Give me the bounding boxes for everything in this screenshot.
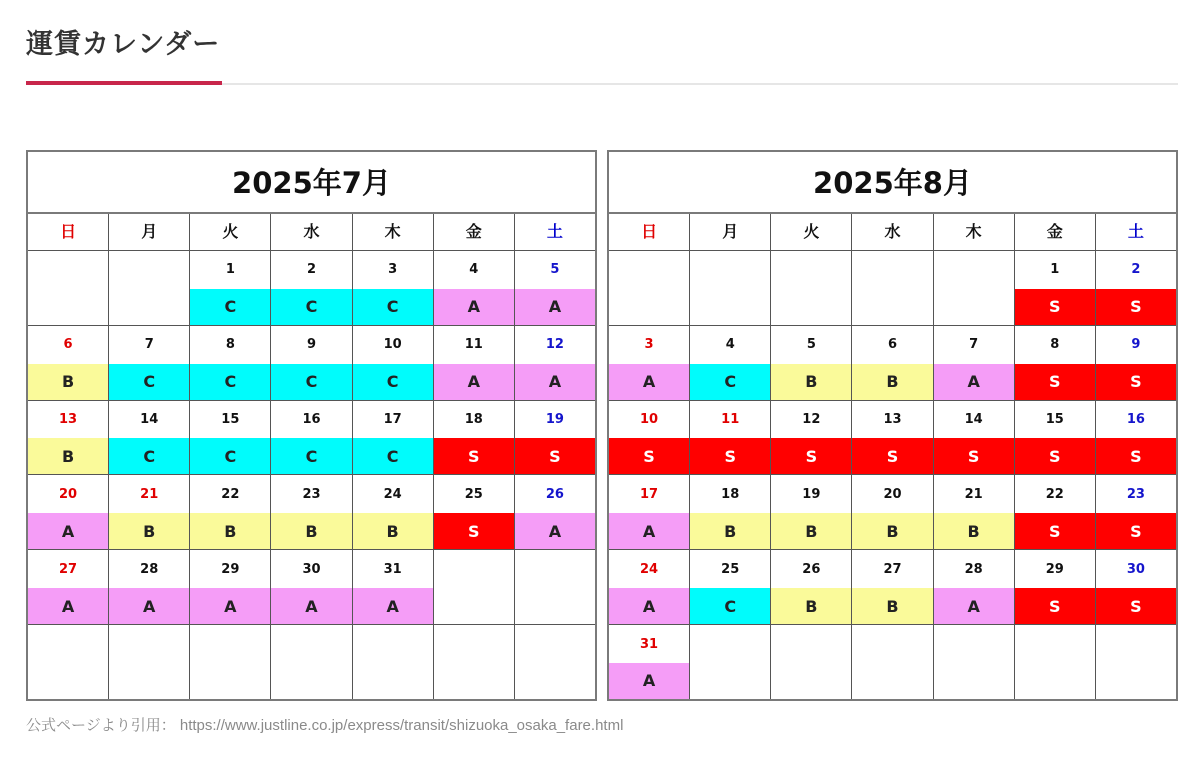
day-number: 4 <box>725 337 735 353</box>
day-number <box>515 550 595 588</box>
day-number <box>28 251 108 289</box>
calendar-week-row <box>609 550 1176 625</box>
fare-class-badge: A <box>515 513 595 549</box>
day-number: 17 <box>383 412 402 428</box>
day-number: 8 <box>1050 337 1060 353</box>
calendar-day-cell <box>28 326 109 400</box>
day-number: 6 <box>887 337 898 353</box>
fare-class-badge <box>515 588 595 624</box>
calendar-day-cell <box>109 475 190 549</box>
day-number <box>109 625 189 663</box>
day-number: 19 <box>802 486 821 502</box>
day-number: 29 <box>221 561 240 577</box>
day-number: 11 <box>721 412 740 428</box>
fare-class-badge: S <box>434 513 514 549</box>
day-number <box>434 625 514 663</box>
calendar-week-row <box>609 251 1176 326</box>
calendar-weeks <box>28 251 595 699</box>
calendar-day-cell <box>271 550 352 624</box>
calendar-day-cell <box>771 251 852 325</box>
day-number: 25 <box>464 486 483 502</box>
calendar-weeks <box>609 251 1176 699</box>
calendar-day-cell <box>1015 251 1096 325</box>
calendar-day-cell <box>771 625 852 699</box>
day-number: 5 <box>806 337 816 353</box>
fare-class-badge: C <box>690 364 770 400</box>
day-number: 26 <box>802 561 821 577</box>
weekday-sun: 日 <box>28 214 109 250</box>
day-number: 3 <box>644 337 654 353</box>
fare-class-badge <box>28 289 108 325</box>
fare-class-badge: A <box>515 364 595 400</box>
fare-class-badge <box>434 588 514 624</box>
calendar-day-cell <box>28 550 109 624</box>
fare-class-badge <box>1096 663 1176 699</box>
day-number: 28 <box>964 561 983 577</box>
fare-class-badge: A <box>609 364 689 400</box>
day-number: 1 <box>1050 262 1060 278</box>
day-number <box>771 625 851 663</box>
day-number: 29 <box>1045 561 1064 577</box>
fare-class-badge: B <box>690 513 770 549</box>
calendar-day-cell <box>271 251 352 325</box>
calendar-week-row <box>28 550 595 625</box>
fare-class-badge: C <box>271 364 351 400</box>
calendar-day-cell <box>609 251 690 325</box>
day-number: 18 <box>721 486 740 502</box>
day-number: 23 <box>1126 486 1145 502</box>
fare-class-badge: S <box>609 438 689 474</box>
calendar-week-row <box>28 401 595 476</box>
calendar-day-cell <box>190 625 271 699</box>
day-number: 28 <box>140 561 159 577</box>
calendar-day-cell <box>1096 625 1176 699</box>
weekday-fri: 金 <box>1015 214 1096 250</box>
weekday-wed: 水 <box>271 214 352 250</box>
fare-class-badge: A <box>515 289 595 325</box>
day-number <box>271 625 351 663</box>
day-number: 1 <box>225 262 235 278</box>
fare-class-badge <box>109 289 189 325</box>
calendar-day-cell <box>934 326 1015 400</box>
calendar-day-cell <box>1015 550 1096 624</box>
weekday-header <box>28 214 595 251</box>
fare-class-badge: C <box>271 289 351 325</box>
day-number <box>690 625 770 663</box>
day-number: 21 <box>140 486 159 502</box>
calendar-week-row <box>609 401 1176 476</box>
fare-class-badge: S <box>1096 588 1176 624</box>
day-number <box>190 625 270 663</box>
calendar-week-row <box>28 625 595 699</box>
fare-class-badge <box>609 289 689 325</box>
calendar-day-cell <box>28 251 109 325</box>
calendar-day-cell <box>690 475 771 549</box>
weekday-sat: 土 <box>546 222 563 241</box>
fare-class-badge: B <box>934 513 1014 549</box>
day-number: 24 <box>640 561 659 577</box>
fare-class-badge: S <box>934 438 1014 474</box>
day-number: 12 <box>545 337 564 353</box>
day-number: 25 <box>721 561 740 577</box>
fare-class-badge: A <box>609 663 689 699</box>
fare-class-badge <box>1015 663 1095 699</box>
fare-class-badge <box>771 663 851 699</box>
fare-class-badge: B <box>190 513 270 549</box>
fare-class-badge: B <box>271 513 351 549</box>
calendar-day-cell <box>1096 401 1176 475</box>
fare-class-badge: A <box>934 588 1014 624</box>
day-number <box>852 625 932 663</box>
fare-class-badge: B <box>771 513 851 549</box>
calendar-day-cell <box>515 475 595 549</box>
calendar-day-cell <box>934 475 1015 549</box>
fare-class-badge <box>934 663 1014 699</box>
day-number: 21 <box>964 486 983 502</box>
calendar-day-cell <box>353 401 434 475</box>
calendar-week-row <box>609 326 1176 401</box>
fare-class-badge: S <box>1096 438 1176 474</box>
weekday-sun: 日 <box>609 214 690 250</box>
fare-class-badge: A <box>434 289 514 325</box>
fare-class-badge: A <box>353 588 433 624</box>
fare-class-badge <box>353 663 433 699</box>
calendar-day-cell <box>690 550 771 624</box>
fare-class-badge: S <box>1096 364 1176 400</box>
calendar-day-cell <box>1015 326 1096 400</box>
weekday-mon: 月 <box>690 214 771 250</box>
day-number: 2 <box>1131 262 1141 278</box>
calendar-day-cell <box>852 251 933 325</box>
weekday-tue: 火 <box>771 214 852 250</box>
fare-class-badge: A <box>609 588 689 624</box>
calendar-day-cell <box>271 401 352 475</box>
calendar-day-cell <box>28 475 109 549</box>
day-number: 5 <box>550 262 560 278</box>
day-number: 31 <box>383 561 402 577</box>
fare-class-badge: B <box>771 364 851 400</box>
day-number: 10 <box>640 412 659 428</box>
calendar-day-cell <box>1015 625 1096 699</box>
day-number: 24 <box>383 486 402 502</box>
calendar-day-cell <box>109 625 190 699</box>
calendar-day-cell <box>353 326 434 400</box>
fare-class-badge: B <box>28 364 108 400</box>
calendar-day-cell <box>515 401 595 475</box>
day-number <box>1096 625 1176 663</box>
calendar-day-cell <box>109 401 190 475</box>
weekday-tue: 火 <box>190 214 271 250</box>
calendar-week-row <box>609 625 1176 699</box>
calendar-day-cell <box>1015 401 1096 475</box>
fare-class-badge: A <box>271 588 351 624</box>
day-number <box>609 251 689 289</box>
calendar-day-cell <box>1096 251 1176 325</box>
fare-class-badge: B <box>852 513 932 549</box>
calendar-day-cell <box>690 251 771 325</box>
fare-class-badge: B <box>28 438 108 474</box>
calendar-day-cell <box>1015 475 1096 549</box>
day-number <box>771 251 851 289</box>
day-number: 4 <box>469 262 479 278</box>
day-number: 7 <box>969 337 979 353</box>
fare-class-badge: S <box>852 438 932 474</box>
weekday-wed: 水 <box>852 214 933 250</box>
calendar-day-cell <box>190 401 271 475</box>
day-number <box>1015 625 1095 663</box>
weekday-sat: 土 <box>1127 222 1144 241</box>
calendar-day-cell <box>690 326 771 400</box>
calendar-day-cell <box>771 475 852 549</box>
day-number: 31 <box>640 636 659 652</box>
day-number <box>109 251 189 289</box>
title-underline-accent <box>26 81 222 85</box>
fare-class-badge <box>852 663 932 699</box>
calendar-day-cell <box>609 550 690 624</box>
calendar-day-cell <box>434 326 515 400</box>
day-number: 6 <box>63 337 73 353</box>
fare-class-badge <box>271 663 351 699</box>
fare-class-badge: S <box>1096 289 1176 325</box>
calendar-day-cell <box>609 326 690 400</box>
day-number: 19 <box>545 412 564 428</box>
calendar-day-cell <box>28 401 109 475</box>
calendar-day-cell <box>934 625 1015 699</box>
day-number: 30 <box>302 561 321 577</box>
day-number: 8 <box>225 337 235 353</box>
fare-class-badge: C <box>353 289 433 325</box>
calendar-week-row <box>28 251 595 326</box>
day-number: 20 <box>883 486 902 502</box>
weekday-mon: 月 <box>109 214 190 250</box>
fare-class-badge: B <box>852 588 932 624</box>
day-number: 9 <box>306 337 317 353</box>
fare-class-badge <box>190 663 270 699</box>
calendar-day-cell <box>434 475 515 549</box>
fare-class-badge <box>852 289 932 325</box>
day-number: 20 <box>59 486 78 502</box>
day-number: 13 <box>59 412 78 428</box>
calendar-day-cell <box>353 550 434 624</box>
fare-class-badge: A <box>434 364 514 400</box>
calendar-day-cell <box>852 550 933 624</box>
day-number: 14 <box>140 412 159 428</box>
fare-class-badge: S <box>1015 513 1095 549</box>
calendar-day-cell <box>609 475 690 549</box>
calendar-title: 2025年8月 <box>609 152 1176 214</box>
weekday-header <box>609 214 1176 251</box>
calendar-day-cell <box>434 625 515 699</box>
calendar-day-cell <box>1096 475 1176 549</box>
calendar-day-cell <box>109 251 190 325</box>
day-number <box>515 625 595 663</box>
day-number: 12 <box>802 412 821 428</box>
fare-class-badge <box>515 663 595 699</box>
fare-class-badge: S <box>515 438 595 474</box>
calendar-day-cell <box>434 251 515 325</box>
calendar-day-cell <box>109 326 190 400</box>
day-number: 15 <box>1045 412 1064 428</box>
fare-class-badge <box>690 663 770 699</box>
day-number: 2 <box>306 262 317 278</box>
fare-class-badge: A <box>609 513 689 549</box>
calendar-day-cell <box>190 475 271 549</box>
fare-class-badge: S <box>1015 438 1095 474</box>
calendar-day-cell <box>515 625 595 699</box>
fare-class-badge <box>690 289 770 325</box>
day-number: 9 <box>1131 337 1141 353</box>
day-number: 14 <box>964 412 983 428</box>
fare-class-badge: A <box>190 588 270 624</box>
fare-class-badge: S <box>771 438 851 474</box>
fare-class-badge: S <box>434 438 514 474</box>
fare-class-badge: C <box>190 289 270 325</box>
calendar-day-cell <box>609 625 690 699</box>
calendar-day-cell <box>1096 326 1176 400</box>
day-number: 10 <box>383 337 402 353</box>
fare-class-badge: S <box>1015 364 1095 400</box>
fare-class-badge: C <box>353 364 433 400</box>
calendar-day-cell <box>852 475 933 549</box>
page-title: 運賃カレンダー <box>26 29 221 60</box>
day-number: 27 <box>59 561 78 577</box>
calendar-day-cell <box>28 625 109 699</box>
fare-class-badge: A <box>109 588 189 624</box>
fare-class-badge: A <box>28 588 108 624</box>
day-number <box>353 625 433 663</box>
title-underline <box>26 81 1178 87</box>
fare-class-badge: B <box>109 513 189 549</box>
day-number: 16 <box>1126 412 1145 428</box>
calendar-day-cell <box>190 550 271 624</box>
calendar-week-row <box>609 475 1176 550</box>
calendar-day-cell <box>771 326 852 400</box>
calendar-week-row <box>28 326 595 401</box>
calendar-day-cell <box>609 401 690 475</box>
calendar-day-cell <box>515 550 595 624</box>
calendar-day-cell <box>852 401 933 475</box>
day-number: 26 <box>545 486 564 502</box>
calendar-day-cell <box>353 625 434 699</box>
day-number <box>934 625 1014 663</box>
day-number: 7 <box>144 337 154 353</box>
day-number: 27 <box>883 561 902 577</box>
day-number: 3 <box>388 262 398 278</box>
source-citation: 公式ページより引用： https://www.justline.co.jp/express/transit/shizuoka_osaka_fare.html <box>26 717 624 734</box>
fare-class-badge: S <box>1096 513 1176 549</box>
fare-class-badge <box>771 289 851 325</box>
fare-class-badge <box>109 663 189 699</box>
fare-class-badge: A <box>28 513 108 549</box>
calendar-august <box>607 150 1178 701</box>
calendar-day-cell <box>515 251 595 325</box>
calendar-day-cell <box>852 326 933 400</box>
calendar-day-cell <box>771 401 852 475</box>
day-number <box>690 251 770 289</box>
day-number <box>434 550 514 588</box>
calendar-day-cell <box>353 251 434 325</box>
fare-class-badge: B <box>771 588 851 624</box>
weekday-thu: 木 <box>934 214 1015 250</box>
calendar-day-cell <box>190 251 271 325</box>
day-number: 17 <box>640 486 659 502</box>
fare-class-badge <box>28 663 108 699</box>
calendar-day-cell <box>690 401 771 475</box>
calendar-day-cell <box>271 326 352 400</box>
fare-class-badge: B <box>353 513 433 549</box>
calendar-day-cell <box>434 550 515 624</box>
calendar-day-cell <box>434 401 515 475</box>
calendar-day-cell <box>934 401 1015 475</box>
fare-class-badge: C <box>690 588 770 624</box>
calendar-day-cell <box>690 625 771 699</box>
fare-class-badge: S <box>690 438 770 474</box>
fare-class-badge <box>434 663 514 699</box>
weekday-thu: 木 <box>353 214 434 250</box>
day-number: 30 <box>1126 561 1145 577</box>
day-number <box>852 251 932 289</box>
fare-class-badge: C <box>353 438 433 474</box>
day-number: 13 <box>883 412 902 428</box>
calendar-day-cell <box>109 550 190 624</box>
day-number: 16 <box>302 412 321 428</box>
fare-class-badge: S <box>1015 289 1095 325</box>
calendar-day-cell <box>190 326 271 400</box>
calendar-day-cell <box>934 550 1015 624</box>
fare-class-badge: B <box>852 364 932 400</box>
day-number: 22 <box>1045 486 1064 502</box>
calendar-week-row <box>28 475 595 550</box>
fare-class-badge: C <box>271 438 351 474</box>
fare-class-badge: C <box>190 364 270 400</box>
calendar-day-cell <box>271 475 352 549</box>
day-number: 15 <box>221 412 240 428</box>
fare-class-badge: S <box>1015 588 1095 624</box>
fare-class-badge: C <box>109 364 189 400</box>
day-number <box>28 625 108 663</box>
calendar-day-cell <box>1096 550 1176 624</box>
fare-class-badge: C <box>109 438 189 474</box>
day-number <box>934 251 1014 289</box>
calendar-title: 2025年7月 <box>28 152 595 214</box>
day-number: 22 <box>221 486 240 502</box>
calendar-day-cell <box>852 625 933 699</box>
calendar-day-cell <box>515 326 595 400</box>
calendar-day-cell <box>771 550 852 624</box>
calendar-day-cell <box>271 625 352 699</box>
day-number: 23 <box>302 486 321 502</box>
fare-class-badge <box>934 289 1014 325</box>
day-number: 18 <box>464 412 483 428</box>
fare-class-badge: A <box>934 364 1014 400</box>
fare-class-badge: C <box>190 438 270 474</box>
day-number: 11 <box>464 337 483 353</box>
calendar-day-cell <box>934 251 1015 325</box>
weekday-fri: 金 <box>434 214 515 250</box>
calendar-day-cell <box>353 475 434 549</box>
calendar-july <box>26 150 597 701</box>
